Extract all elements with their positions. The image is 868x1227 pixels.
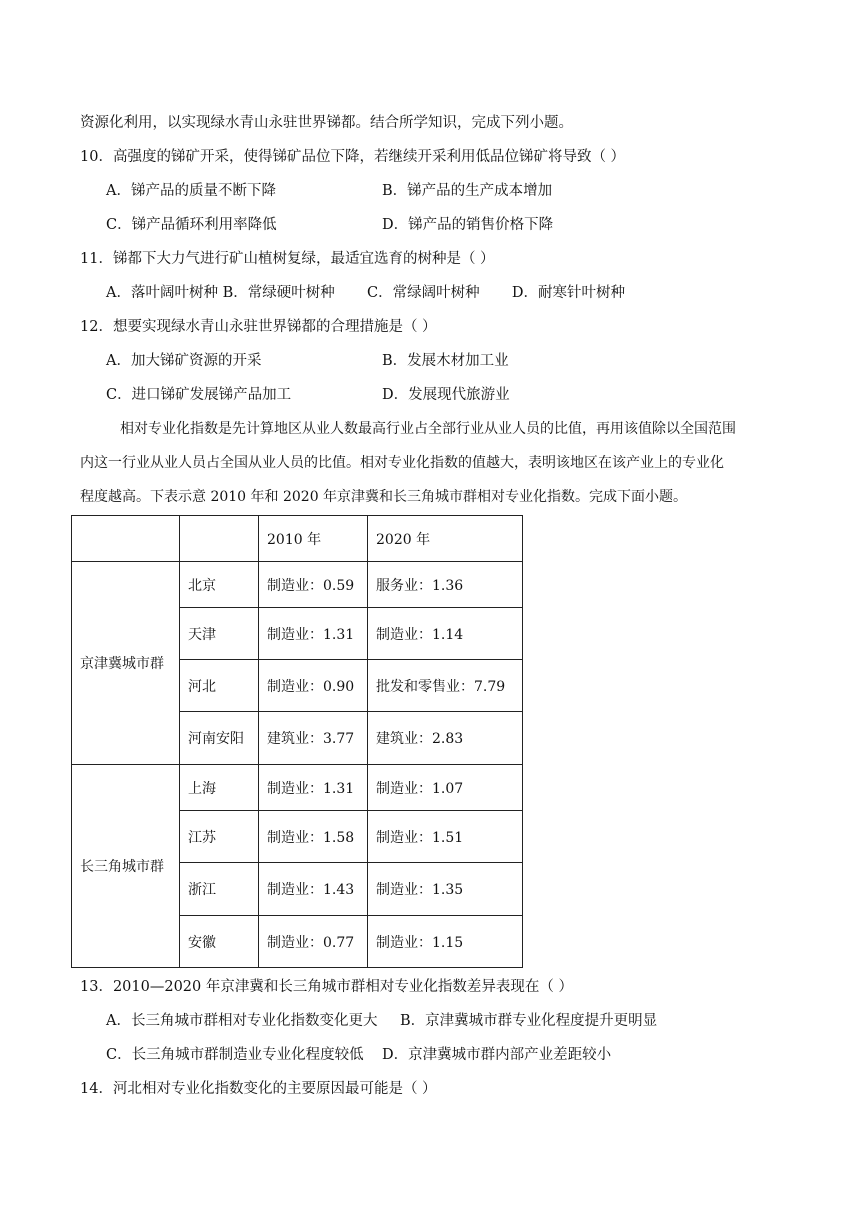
region-cell: 安徽 — [180, 916, 259, 968]
value-2010-cell: 制造业：1.31 — [259, 765, 368, 811]
question-12-option-a[interactable]: A．加大锑矿资源的开采 — [106, 353, 262, 369]
table-row — [72, 562, 523, 608]
question-14-stem: 14．河北相对专业化指数变化的主要原因最可能是（ ） — [80, 1081, 437, 1097]
table-header-row — [72, 516, 523, 562]
value-2010-cell: 制造业：0.90 — [259, 660, 368, 712]
table-header-2020: 2020 年 — [368, 516, 523, 562]
question-12-option-c[interactable]: C．进口锑矿发展锑产品加工 — [106, 387, 292, 403]
value-2020-cell: 制造业：1.51 — [368, 811, 523, 863]
value-2020-cell: 制造业：1.07 — [368, 765, 523, 811]
value-2010-cell: 制造业：1.58 — [259, 811, 368, 863]
question-13-option-a[interactable]: A．长三角城市群相对专业化指数变化更大 — [106, 1013, 378, 1029]
value-2020-cell: 批发和零售业：7.79 — [368, 660, 523, 712]
value-2020-cell: 制造业：1.14 — [368, 608, 523, 660]
specialization-table — [71, 515, 523, 968]
value-2010-cell: 建筑业：3.77 — [259, 712, 368, 765]
question-11-stem: 11．锑都下大力气进行矿山植树复绿，最适宜选育的树种是（ ） — [80, 251, 495, 267]
region-cell: 江苏 — [180, 811, 259, 863]
passage-tail: 资源化利用，以实现绿水青山永驻世界锑都。结合所学知识，完成下列小题。 — [80, 115, 573, 131]
region-cell: 天津 — [180, 608, 259, 660]
region-cell: 北京 — [180, 562, 259, 608]
region-cell: 河南安阳 — [180, 712, 259, 765]
value-2010-cell: 制造业：1.31 — [259, 608, 368, 660]
question-10-option-c[interactable]: C．锑产品循环利用率降低 — [106, 217, 277, 233]
question-13-option-c[interactable]: C．长三角城市群制造业专业化程度较低 — [106, 1047, 364, 1063]
question-12-option-d[interactable]: D．发展现代旅游业 — [382, 387, 510, 403]
question-10-option-d[interactable]: D．锑产品的销售价格下降 — [382, 217, 554, 233]
table-header-blank — [180, 516, 259, 562]
passage-line-2: 内这一行业从业人员占全国从业人员的比值。相对专业化指数的值越大，表明该地区在该产业上的专业化 — [80, 455, 724, 471]
group-yangtze-delta: 长三角城市群 — [72, 765, 180, 968]
question-13-option-b[interactable]: B．京津冀城市群专业化程度提升更明显 — [400, 1013, 658, 1029]
question-11-options[interactable]: A．落叶阔叶树种 B．常绿硬叶树种 C．常绿阔叶树种 D．耐寒针叶树种 — [106, 285, 625, 301]
question-10-option-b[interactable]: B．锑产品的生产成本增加 — [382, 183, 553, 199]
table-header-2010: 2010 年 — [259, 516, 368, 562]
question-12-option-b[interactable]: B．发展木材加工业 — [382, 353, 509, 369]
table-row — [72, 765, 523, 811]
question-13-stem: 13．2010—2020 年京津冀和长三角城市群相对专业化指数差异表现在（ ） — [80, 979, 573, 995]
value-2020-cell: 制造业：1.35 — [368, 863, 523, 916]
value-2020-cell: 建筑业：2.83 — [368, 712, 523, 765]
question-10-stem: 10．高强度的锑矿开采，使得锑矿品位下降，若继续开采利用低品位锑矿将导致（ ） — [80, 149, 626, 165]
table-header-blank — [72, 516, 180, 562]
passage-line-3: 程度越高。下表示意 2010 年和 2020 年京津冀和长三角城市群相对专业化指数。完成下面小题。 — [80, 489, 688, 505]
passage-line-1: 相对专业化指数是先计算地区从业人数最高行业占全部行业从业人员的比值，再用该值除以全国范围 — [120, 421, 736, 437]
value-2020-cell: 制造业：1.15 — [368, 916, 523, 968]
value-2020-cell: 服务业：1.36 — [368, 562, 523, 608]
group-jingjinji: 京津冀城市群 — [72, 562, 180, 765]
question-13-option-d[interactable]: D．京津冀城市群内部产业差距较小 — [382, 1047, 612, 1063]
region-cell: 浙江 — [180, 863, 259, 916]
value-2010-cell: 制造业：1.43 — [259, 863, 368, 916]
region-cell: 河北 — [180, 660, 259, 712]
value-2010-cell: 制造业：0.77 — [259, 916, 368, 968]
question-12-stem: 12．想要实现绿水青山永驻世界锑都的合理措施是（ ） — [80, 319, 437, 335]
region-cell: 上海 — [180, 765, 259, 811]
question-10-option-a[interactable]: A．锑产品的质量不断下降 — [106, 183, 276, 199]
value-2010-cell: 制造业：0.59 — [259, 562, 368, 608]
